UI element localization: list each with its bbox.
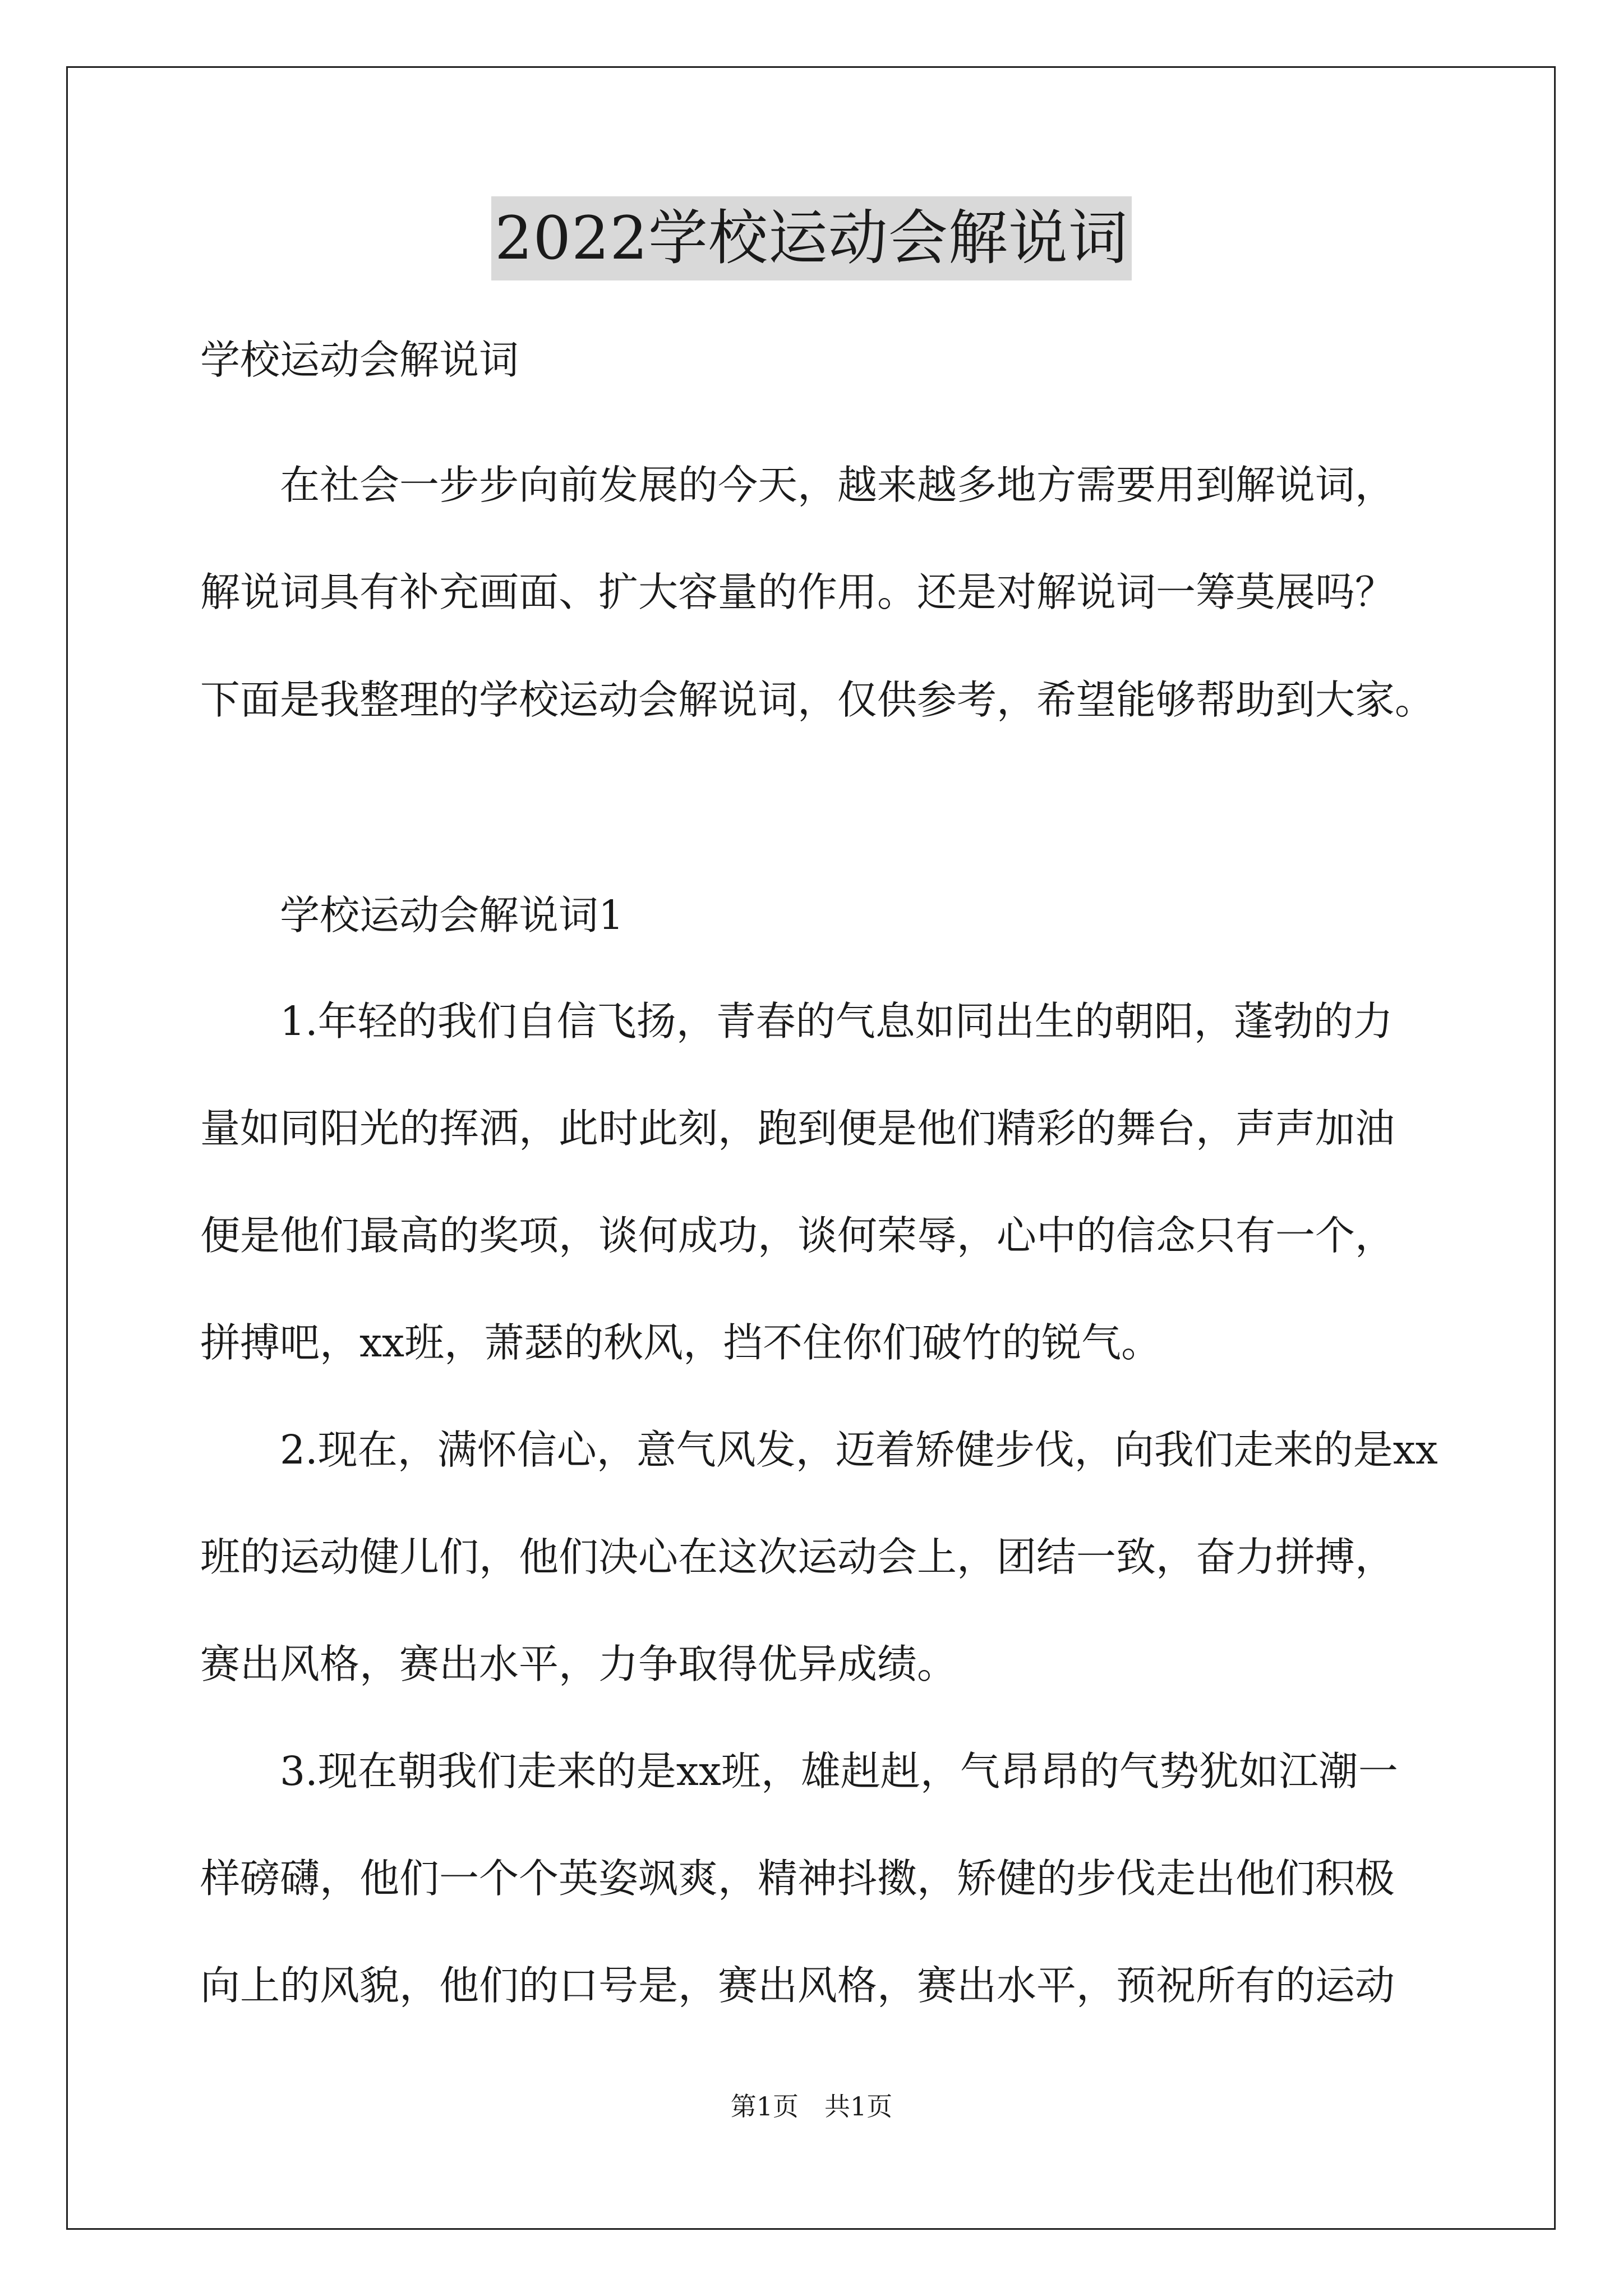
paragraph-line: 拼搏吧，xx班，萧瑟的秋风，挡不住你们破竹的锐气。 xyxy=(200,1319,1161,1366)
section-heading: 学校运动会解说词1 xyxy=(200,892,624,938)
paragraph-line: 2.现在，满怀信心，意气风发，迈着矫健步伐，向我们走来的是xx xyxy=(200,1427,1438,1473)
paragraph-line: 量如同阳光的挥洒，此时此刻，跑到便是他们精彩的舞台，声声加油 xyxy=(200,1105,1395,1152)
paragraph-line: 在社会一步步向前发展的今天，越来越多地方需要用到解说词， xyxy=(200,462,1395,508)
paragraph-line: 3.现在朝我们走来的是xx班，雄赳赳，气昂昂的气势犹如江潮一 xyxy=(200,1748,1398,1795)
document-title: 2022学校运动会解说词 xyxy=(491,196,1132,280)
paragraph-line: 向上的风貌，他们的口号是，赛出风格，赛出水平，预祝所有的运动 xyxy=(200,1962,1395,2009)
document-subtitle: 学校运动会解说词 xyxy=(200,337,519,383)
title-container xyxy=(0,196,1623,280)
paragraph-line: 解说词具有补充画面、扩大容量的作用。还是对解说词一筹莫展吗？ xyxy=(200,569,1395,615)
paragraph-line: 便是他们最高的奖项，谈何成功，谈何荣辱，心中的信念只有一个， xyxy=(200,1212,1395,1259)
paragraph-line: 样磅礴，他们一个个英姿飒爽，精神抖擞，矫健的步伐走出他们积极 xyxy=(200,1855,1395,1902)
paragraph-line: 下面是我整理的学校运动会解说词，仅供参考，希望能够帮助到大家。 xyxy=(200,677,1435,723)
page-footer: 第1页 共1页 xyxy=(730,2091,893,2122)
paragraph-line: 班的运动健儿们，他们决心在这次运动会上，团结一致，奋力拼搏， xyxy=(200,1534,1395,1580)
paragraph-line: 赛出风格，赛出水平，力争取得优异成绩。 xyxy=(200,1641,957,1687)
paragraph-line: 1.年轻的我们自信飞扬，青春的气息如同出生的朝阳，蓬勃的力 xyxy=(200,998,1393,1045)
